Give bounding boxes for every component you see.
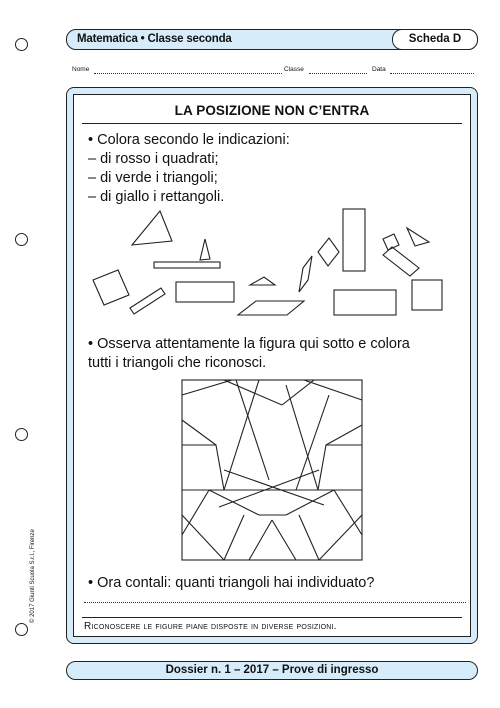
instruction-observe-line2: tutti i triangoli che riconosci. [88, 355, 267, 371]
instruction-item-green: – di verde i triangoli; [88, 170, 218, 186]
worksheet-content [73, 94, 471, 637]
instruction-color: • Colora secondo le indicazioni: [88, 132, 290, 148]
instruction-item-yellow: – di giallo i rettangoli. [88, 189, 225, 205]
triangles-figure [74, 95, 472, 640]
binder-hole [15, 38, 28, 51]
date-field[interactable] [390, 73, 474, 74]
figure-frame [182, 380, 362, 560]
learning-objective: Riconoscere le figure piane disposte in diverse posizioni. [84, 621, 337, 632]
student-fields [72, 66, 474, 80]
instruction-count: • Ora contali: quanti triangoli hai individuato? [88, 575, 375, 591]
answer-field[interactable] [84, 602, 466, 603]
copyright-note: © 2017 Giunti Scuola S.r.l., Firenze [30, 529, 36, 623]
binder-hole [15, 428, 28, 441]
worksheet-title: LA POSIZIONE NON C’ENTRA [174, 103, 370, 118]
summary-divider [82, 617, 462, 618]
worksheet-badge: Scheda D [392, 29, 478, 50]
instruction-item-red: – di rosso i quadrati; [88, 151, 219, 167]
class-field[interactable] [309, 73, 367, 74]
instruction-observe-line1: • Osserva attentamente la figura qui sotto e colora [88, 336, 410, 352]
binder-hole [15, 233, 28, 246]
name-field[interactable] [94, 73, 282, 74]
name-label: Nome [72, 66, 90, 73]
subject-title: Matematica • Classe seconda [77, 33, 232, 45]
class-label: Classe [284, 66, 304, 73]
header-bar [66, 29, 478, 50]
worksheet-card [66, 87, 478, 644]
date-label: Data [372, 66, 386, 73]
binder-hole [15, 623, 28, 636]
footer-bar: Dossier n. 1 – 2017 – Prove di ingresso [66, 661, 478, 680]
